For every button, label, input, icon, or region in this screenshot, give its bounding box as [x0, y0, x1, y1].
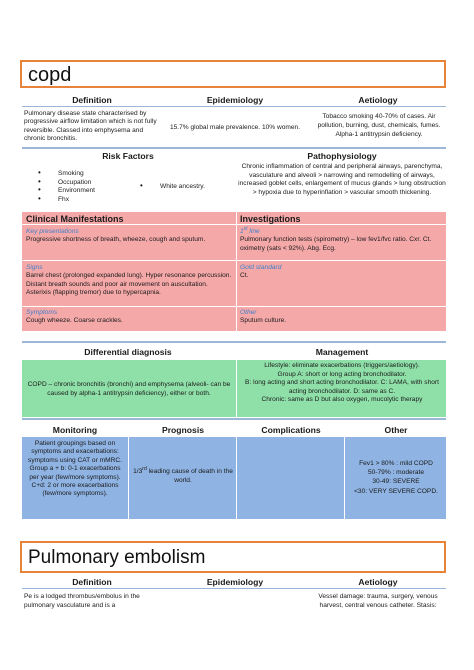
other-text: Sputum culture. [240, 317, 287, 325]
symptoms-label: Symptoms [26, 309, 58, 316]
column-divider [128, 437, 129, 519]
key-presentations-cell [26, 228, 232, 245]
list-item: • Fhx [38, 196, 128, 205]
list-item: • White ancestry. [140, 183, 240, 191]
column-divider [344, 437, 345, 519]
section-divider [22, 418, 446, 420]
key-presentations-label: Key presentations [26, 228, 79, 235]
other-line: 50-79% : moderate [367, 469, 425, 477]
header-divider [22, 106, 446, 107]
clinical-manifestations-header: Clinical Manifestations [26, 214, 124, 224]
signs-text: Barrel chest (prolonged expanded lung). Hyper resonance percussion. Distant breath sounds and poor air movement on auscultation. Asterixis (flapping tremor) due to hypercapnia. [26, 272, 232, 297]
epidemiology-text: 15.7% global male prevalence. 10% women. [169, 124, 301, 131]
prognosis-text: 1/3rd leading cause of death in the world. [133, 465, 233, 484]
other-investigations-cell [240, 309, 444, 326]
other-line: 30-49: SEVERE [372, 478, 420, 486]
complications-header: Complications [261, 425, 321, 435]
symptoms-text: Cough wheeze. Coarse crackles. [26, 317, 123, 325]
management-header: Management [315, 347, 369, 357]
pe-epidemiology-header: Epidemiology [206, 577, 264, 587]
key-presentations-text: Progressive shortness of breath, wheeze, cough and sputum. [26, 236, 206, 244]
other-label: Other [240, 309, 257, 316]
management-line: Chronic: same as D but also oxygen, mucolytic therapy [261, 396, 423, 404]
pe-header-divider [22, 588, 446, 589]
page-title [20, 60, 446, 88]
pathophysiology-header: Pathophysiology [307, 151, 377, 161]
pe-title: Pulmonary embolism [28, 547, 206, 568]
aetiology-text: Tobacco smoking 40-70% of cases. Air pollution, burning, dust, chemicals, fumes. Alpha-1 antitrypsin deficiency. [317, 113, 441, 138]
list-item: • Occupation [38, 179, 128, 188]
gold-standard-text: Ct. [240, 272, 249, 280]
differential-text: COPD – chronic bronchitis (bronchi) and emphysema (alveoli- can be caused by alpha-1 antitrypsin deficiency), either or both. [27, 381, 231, 397]
risk-factors-header: Risk Factors [102, 151, 154, 161]
differential-header: Differential diagnosis [84, 347, 172, 357]
row-divider [22, 260, 446, 261]
other-header: Other [384, 425, 408, 435]
signs-cell [26, 264, 232, 298]
row-divider [22, 224, 446, 225]
management-list [238, 362, 446, 405]
definition-text: Pulmonary disease state characterised by progressive airflow limitation which is not fully reversible. Classed into emphysema and chronic bronchitis. [24, 110, 157, 143]
section-divider [22, 147, 446, 149]
management-line: Group A: short or long acting bronchodilator. [277, 370, 407, 378]
list-item: • Environment [38, 187, 128, 196]
column-divider [236, 437, 237, 519]
management-line: B: long acting and short acting bronchodilator. C: LAMA, with short acting bronchodilator. D: same as C. [245, 379, 439, 395]
risk-factors-extra-list [140, 183, 240, 191]
column-divider [236, 212, 237, 331]
investigations-header: Investigations [240, 214, 301, 224]
aetiology-header: Aetiology [358, 95, 398, 105]
signs-label: Signs [26, 264, 43, 271]
management-line: Lifestyle: eliminate exacerbations (triggers/aetiology). [264, 362, 420, 369]
first-line-text: Pulmonary function tests (spirometry) – low fev1/fvc ratio. Cxr. Ct. oximetry (sats < 92%). Abg. Ecg. [240, 236, 432, 252]
pathophysiology-text: Chronic inflammation of central and peripheral airways, parenchyma, vasculature and alveoli > narrowing and remodelling of airways, increased goblet cells, enlargement of mucus glands > lung obstruction > hypoxia due to hyperinflation > vascular smooth thickening. [238, 163, 446, 196]
monitoring-header: Monitoring [52, 425, 98, 435]
definition-header: Definition [72, 95, 112, 105]
section-divider [22, 341, 446, 343]
prognosis-header: Prognosis [161, 425, 205, 435]
risk-factors-list [38, 170, 128, 204]
pe-definition-header: Definition [72, 577, 112, 587]
other-line: Fev1 > 80% : mild COPD [359, 460, 433, 467]
first-line-label: 1st line [240, 225, 260, 235]
list-item: • Smoking [38, 170, 128, 179]
gold-standard-label: Gold standard [240, 264, 282, 271]
column-divider [236, 360, 237, 417]
pe-aetiology-text: Vessel damage: trauma, surgery, venous harvest, central venous catheter. Stasis: [318, 593, 438, 610]
first-line-cell [240, 225, 444, 253]
symptoms-cell [26, 309, 232, 326]
monitoring-text: Patient groupings based on symptoms and exacerbations: symptoms using CAT or mMRC. Group a + b: 0-1 exacerbations per year (few/more symptoms). C+d: 2 or more exacerbations (few/more symptoms). [28, 440, 122, 498]
row-divider [22, 306, 446, 307]
other-list [346, 459, 446, 496]
pe-title-box [20, 541, 446, 573]
epidemiology-header: Epidemiology [206, 95, 264, 105]
pe-aetiology-header: Aetiology [358, 577, 398, 587]
pe-definition-text: Pe is a lodged thrombus/embolus in the pulmonary vasculature and is a [24, 593, 140, 610]
copd-title: copd [28, 64, 72, 86]
gold-standard-cell [240, 264, 444, 281]
other-line: <30: VERY SEVERE COPD. [354, 487, 438, 495]
